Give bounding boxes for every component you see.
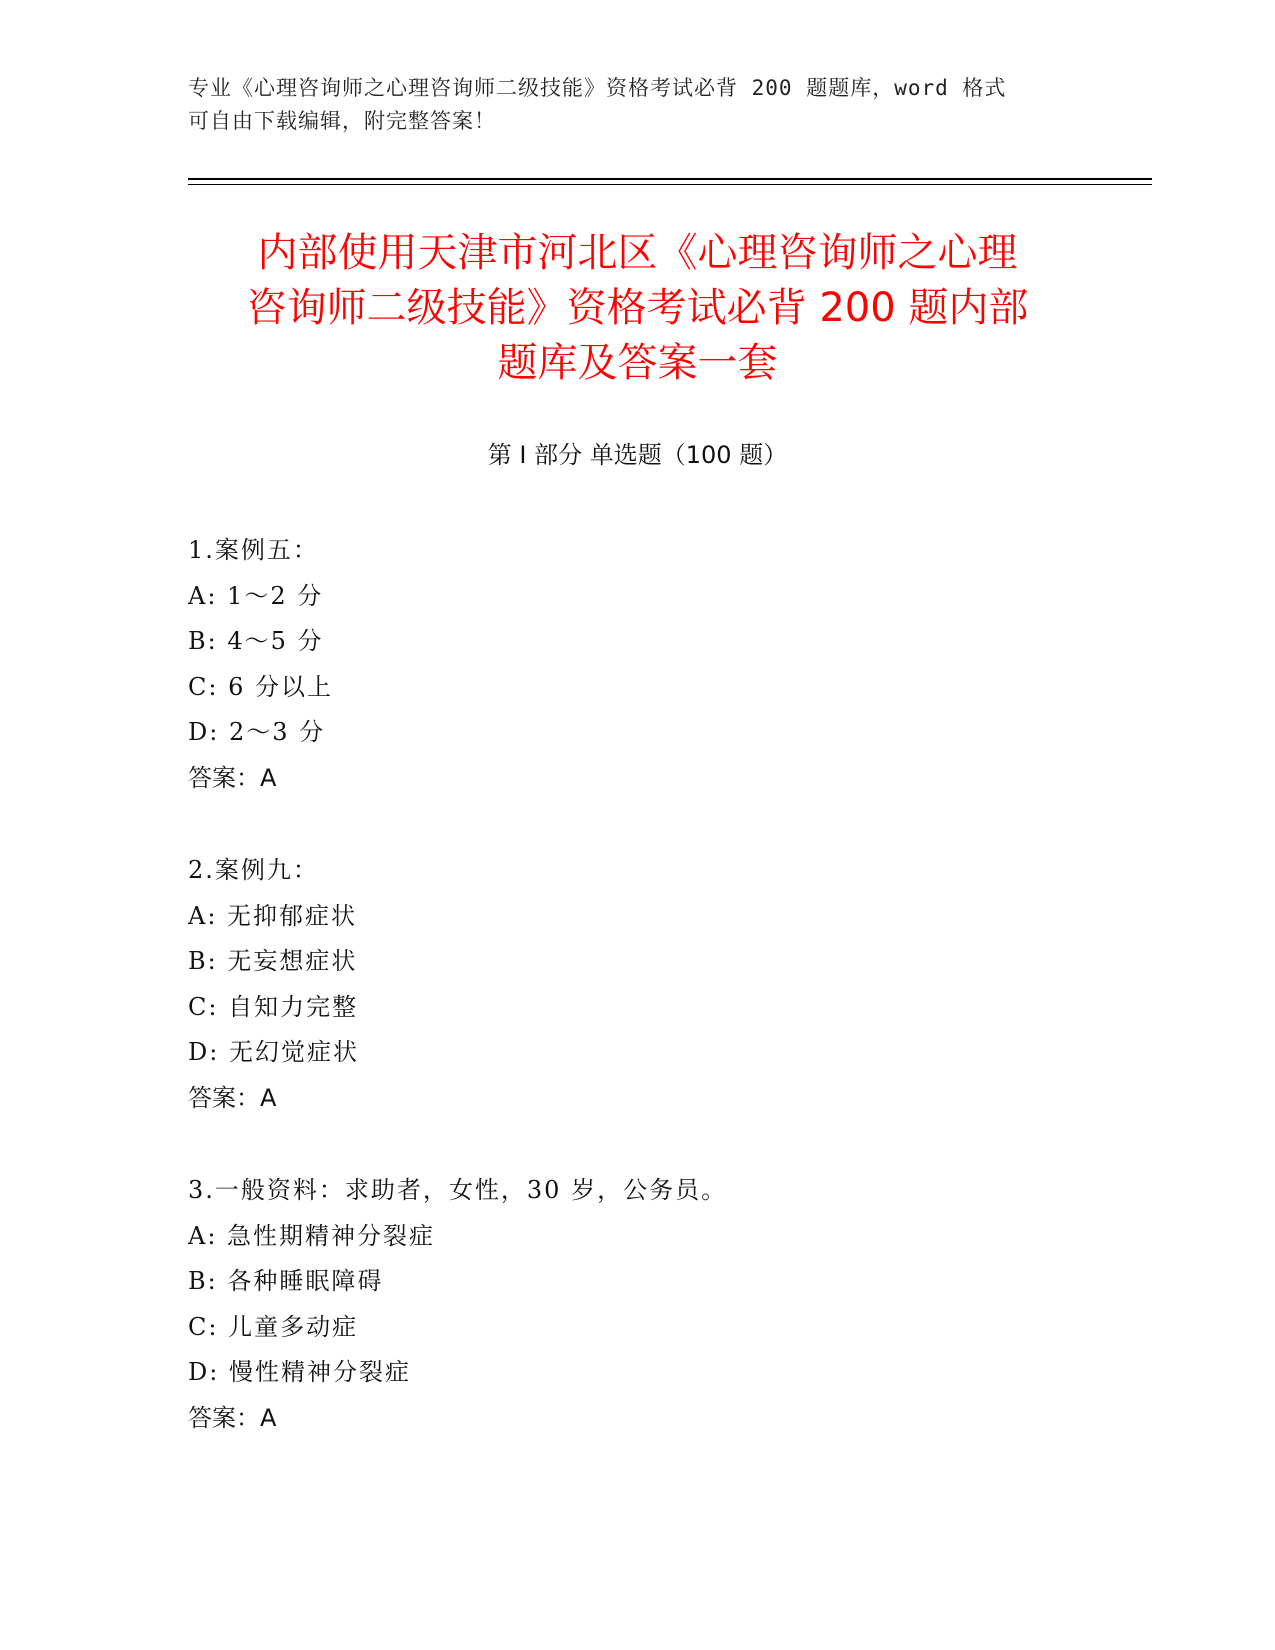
option-a: A: 1～2 分 bbox=[188, 581, 324, 610]
option-a: A: 无抑郁症状 bbox=[188, 901, 358, 930]
option-c: C: 自知力完整 bbox=[188, 992, 359, 1021]
question-stem: 3.一般资料：求助者，女性，30 岁，公务员。 bbox=[188, 1176, 728, 1204]
intro-note bbox=[188, 72, 1068, 138]
intro-line-2: 可自由下载编辑，附完整答案！ bbox=[188, 109, 496, 133]
title-line-3: 题库及答案一套 bbox=[497, 340, 778, 386]
intro-line-1: 专业《心理咨询师之心理咨询师二级技能》资格考试必背 200 题题库，word 格式 bbox=[188, 76, 1007, 100]
header-rule-thick bbox=[188, 178, 1152, 180]
document-title bbox=[150, 226, 1125, 391]
option-c: C: 6 分以上 bbox=[188, 672, 333, 701]
question-stem: 2.案例九： bbox=[188, 856, 319, 884]
question-3 bbox=[188, 1168, 1088, 1441]
option-b: B: 4～5 分 bbox=[188, 627, 324, 655]
option-a: A: 急性期精神分裂症 bbox=[188, 1221, 436, 1250]
question-1 bbox=[188, 528, 1088, 801]
option-d: D: 无幻觉症状 bbox=[188, 1038, 359, 1066]
question-list bbox=[188, 528, 1088, 1488]
answer: 答案：A bbox=[188, 1083, 277, 1112]
title-line-1: 内部使用天津市河北区《心理咨询师之心理 bbox=[257, 230, 1018, 276]
header-rule-thin bbox=[188, 184, 1152, 185]
option-b: B: 无妄想症状 bbox=[188, 947, 358, 975]
title-line-2: 咨询师二级技能》资格考试必背 200 题内部 bbox=[246, 285, 1029, 331]
answer: 答案：A bbox=[188, 1403, 277, 1432]
answer: 答案：A bbox=[188, 763, 277, 792]
section-heading: 第 I 部分 单选题（100 题） bbox=[487, 441, 788, 469]
option-c: C: 儿童多动症 bbox=[188, 1312, 359, 1341]
question-stem: 1.案例五： bbox=[188, 536, 319, 564]
option-d: D: 慢性精神分裂症 bbox=[188, 1358, 411, 1386]
option-b: B: 各种睡眠障碍 bbox=[188, 1267, 384, 1295]
question-2 bbox=[188, 848, 1088, 1121]
option-d: D: 2～3 分 bbox=[188, 718, 326, 746]
